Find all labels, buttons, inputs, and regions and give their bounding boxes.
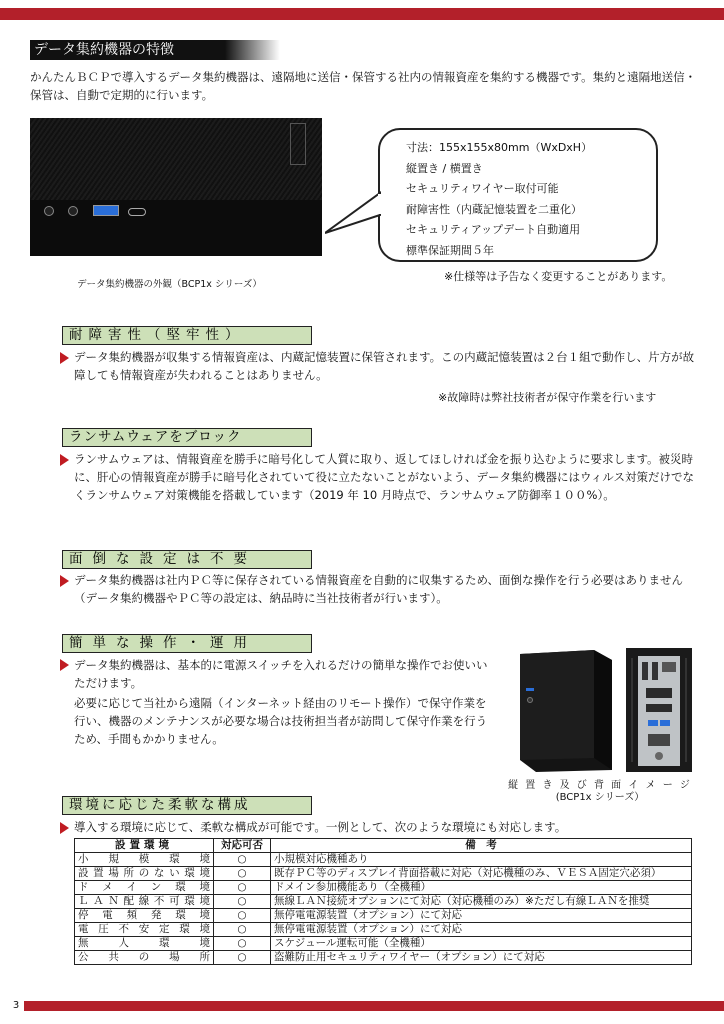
section-text-easy-operation: データ集約機器は、基本的に電源スイッチを入れるだけの簡単な操作でお使いいただけます。: [74, 658, 488, 690]
table-cell-environment: ドメイン環境: [75, 881, 214, 895]
environment-table: [74, 838, 692, 965]
device-image-caption-line2: (BCP1x シリーズ）: [555, 792, 645, 803]
section-text-flexible-config: 導入する環境に応じて、柔軟な構成が可能です。一例として、次のような環境にも対応します。: [74, 820, 567, 834]
page-title: データ集約機器の特徴: [30, 40, 280, 60]
spec-item: 標準保証期間５年: [406, 243, 494, 257]
table-row: [75, 937, 692, 951]
top-accent-bar: [0, 8, 724, 20]
device-image-caption-line1: 縦 置 き 及 び 背 面 イ メ ー ジ: [508, 780, 692, 791]
section-heading-fault-tolerance: 耐障害性（堅牢性）: [62, 326, 312, 345]
section-text-ransomware: ランサムウェアは、情報資産を勝手に暗号化して人質に取り、返してほしければ金を振り込むように要求します。被災時に、肝心の情報資産が勝手に暗号化されていて役に立たないことがないよう、データ集約機器にはウィルス対策だけでなくランサムウェア対策機能を搭載しています（2019 年 10 月時点で、ランサムウェア防御率１００%）。: [74, 452, 694, 502]
table-header-support: 対応可否: [214, 839, 271, 853]
device-front-image: [30, 118, 322, 256]
bubble-tail: [325, 185, 385, 235]
table-cell-support: ○: [214, 909, 271, 923]
spec-item: 耐障害性（内蔵記憶装置を二重化）: [406, 202, 582, 216]
section-text-no-setup: データ集約機器は社内ＰＣ等に保存されている情報資産を自動的に収集するため、面倒な操作を行う必要はありません（データ集約機器やＰＣ等の設定は、納品時に当社技術者が行います）。: [74, 573, 684, 605]
table-header-row: [75, 839, 692, 853]
section-text-easy-operation-2: 必要に応じて当社から遠隔（インターネット経由のリモート操作）で保守作業を行い、機器のメンテナンスが必要な場合は技術担当者が訪問して保守作業を行うため、手間もかかりません。: [74, 696, 488, 746]
table-header-environment: 設置環境: [75, 839, 214, 853]
table-cell-environment: 公共の場所: [75, 951, 214, 965]
usb-port-graphic: [93, 205, 119, 216]
table-cell-remarks: 小規模対応機種あり: [271, 853, 692, 867]
bullet-arrow-icon: [60, 352, 69, 364]
table-cell-remarks: ドメイン参加機能あり（全機種）: [271, 881, 692, 895]
table-row: [75, 867, 692, 881]
table-cell-support: ○: [214, 881, 271, 895]
table-row: [75, 895, 692, 909]
table-cell-support: ○: [214, 853, 271, 867]
device-vertical-image: [512, 648, 616, 772]
device-rear-image: [626, 648, 692, 772]
section-heading-no-setup: 面倒な設定は不要: [62, 550, 312, 569]
spec-item: 寸法：155x155x80mm（WxDxH）: [406, 141, 593, 154]
table-cell-remarks: 無停電電源装置（オプション）にて対応: [271, 923, 692, 937]
table-row: [75, 951, 692, 965]
table-row: [75, 909, 692, 923]
table-cell-environment: ＬＡＮ配線不可環境: [75, 895, 214, 909]
bullet-arrow-icon: [60, 659, 69, 671]
table-cell-support: ○: [214, 923, 271, 937]
spec-item: セキュリティアップデート自動適用: [406, 223, 581, 236]
table-row: [75, 881, 692, 895]
spec-item: 縦置き / 横置き: [406, 161, 483, 175]
table-cell-remarks: 盗難防止用セキュリティワイヤー（オプション）にて対応: [271, 951, 692, 965]
table-header-remarks: 備 考: [271, 839, 692, 853]
table-cell-environment: 設置場所のない環境: [75, 867, 214, 881]
audio-jack-graphic: [44, 206, 54, 216]
section-heading-easy-operation: 簡単な操作・運用: [62, 634, 312, 653]
spec-list: [406, 138, 592, 261]
table-row: [75, 853, 692, 867]
section-heading-ransomware: ランサムウェアをブロック: [62, 428, 312, 447]
bullet-arrow-icon: [60, 454, 69, 466]
table-cell-remarks: 無停電電源装置（オプション）にて対応: [271, 909, 692, 923]
bullet-arrow-icon: [60, 822, 69, 834]
spec-item: セキュリティワイヤー取付可能: [406, 182, 559, 195]
section-heading-flexible-config: 環境に応じた柔軟な構成: [62, 796, 312, 815]
spec-note: ※仕様等は予告なく変更することがあります。: [444, 270, 673, 283]
table-cell-remarks: 既存ＰＣ等のディスプレイ背面搭載に対応（対応機種のみ、ＶＥＳＡ固定穴必須）: [271, 867, 692, 881]
table-cell-support: ○: [214, 895, 271, 909]
bullet-arrow-icon: [60, 575, 69, 587]
table-row: [75, 923, 692, 937]
section-note-fault-tolerance: ※故障時は弊社技術者が保守作業を行います: [438, 391, 657, 404]
intro-text: かんたんＢＣＰで導入するデータ集約機器は、遠隔地に送信・保管する社内の情報資産を集約する機器です。集約と遠隔地送信・保管は、自動で定期的に行います。: [30, 70, 697, 102]
table-cell-support: ○: [214, 951, 271, 965]
bottom-accent-bar: [24, 1001, 724, 1011]
table-cell-remarks: 無線ＬＡＮ接続オプションにて対応（対応機種のみ）※ただし有線ＬＡＮを推奨: [271, 895, 692, 909]
power-button-graphic: [290, 123, 306, 165]
table-cell-support: ○: [214, 937, 271, 951]
audio-jack-graphic: [68, 206, 78, 216]
usb-c-port-graphic: [128, 208, 146, 216]
table-cell-environment: 停電頻発環境: [75, 909, 214, 923]
device-caption: データ集約機器の外観（BCP1x シリーズ）: [77, 279, 262, 290]
table-cell-environment: 無人環境: [75, 937, 214, 951]
section-text-fault-tolerance: データ集約機器が収集する情報資産は、内蔵記憶装置に保管されます。この内蔵記憶装置は２台１組で動作し、片方が故障しても情報資産が失われることはありません。: [74, 350, 695, 382]
table-cell-environment: 小規模環境: [75, 853, 214, 867]
table-cell-remarks: スケジュール運転可能（全機種）: [271, 937, 692, 951]
device-image-caption: [494, 780, 706, 804]
page-number: 3: [12, 1000, 20, 1011]
table-cell-support: ○: [214, 867, 271, 881]
table-cell-environment: 電圧不安定環境: [75, 923, 214, 937]
